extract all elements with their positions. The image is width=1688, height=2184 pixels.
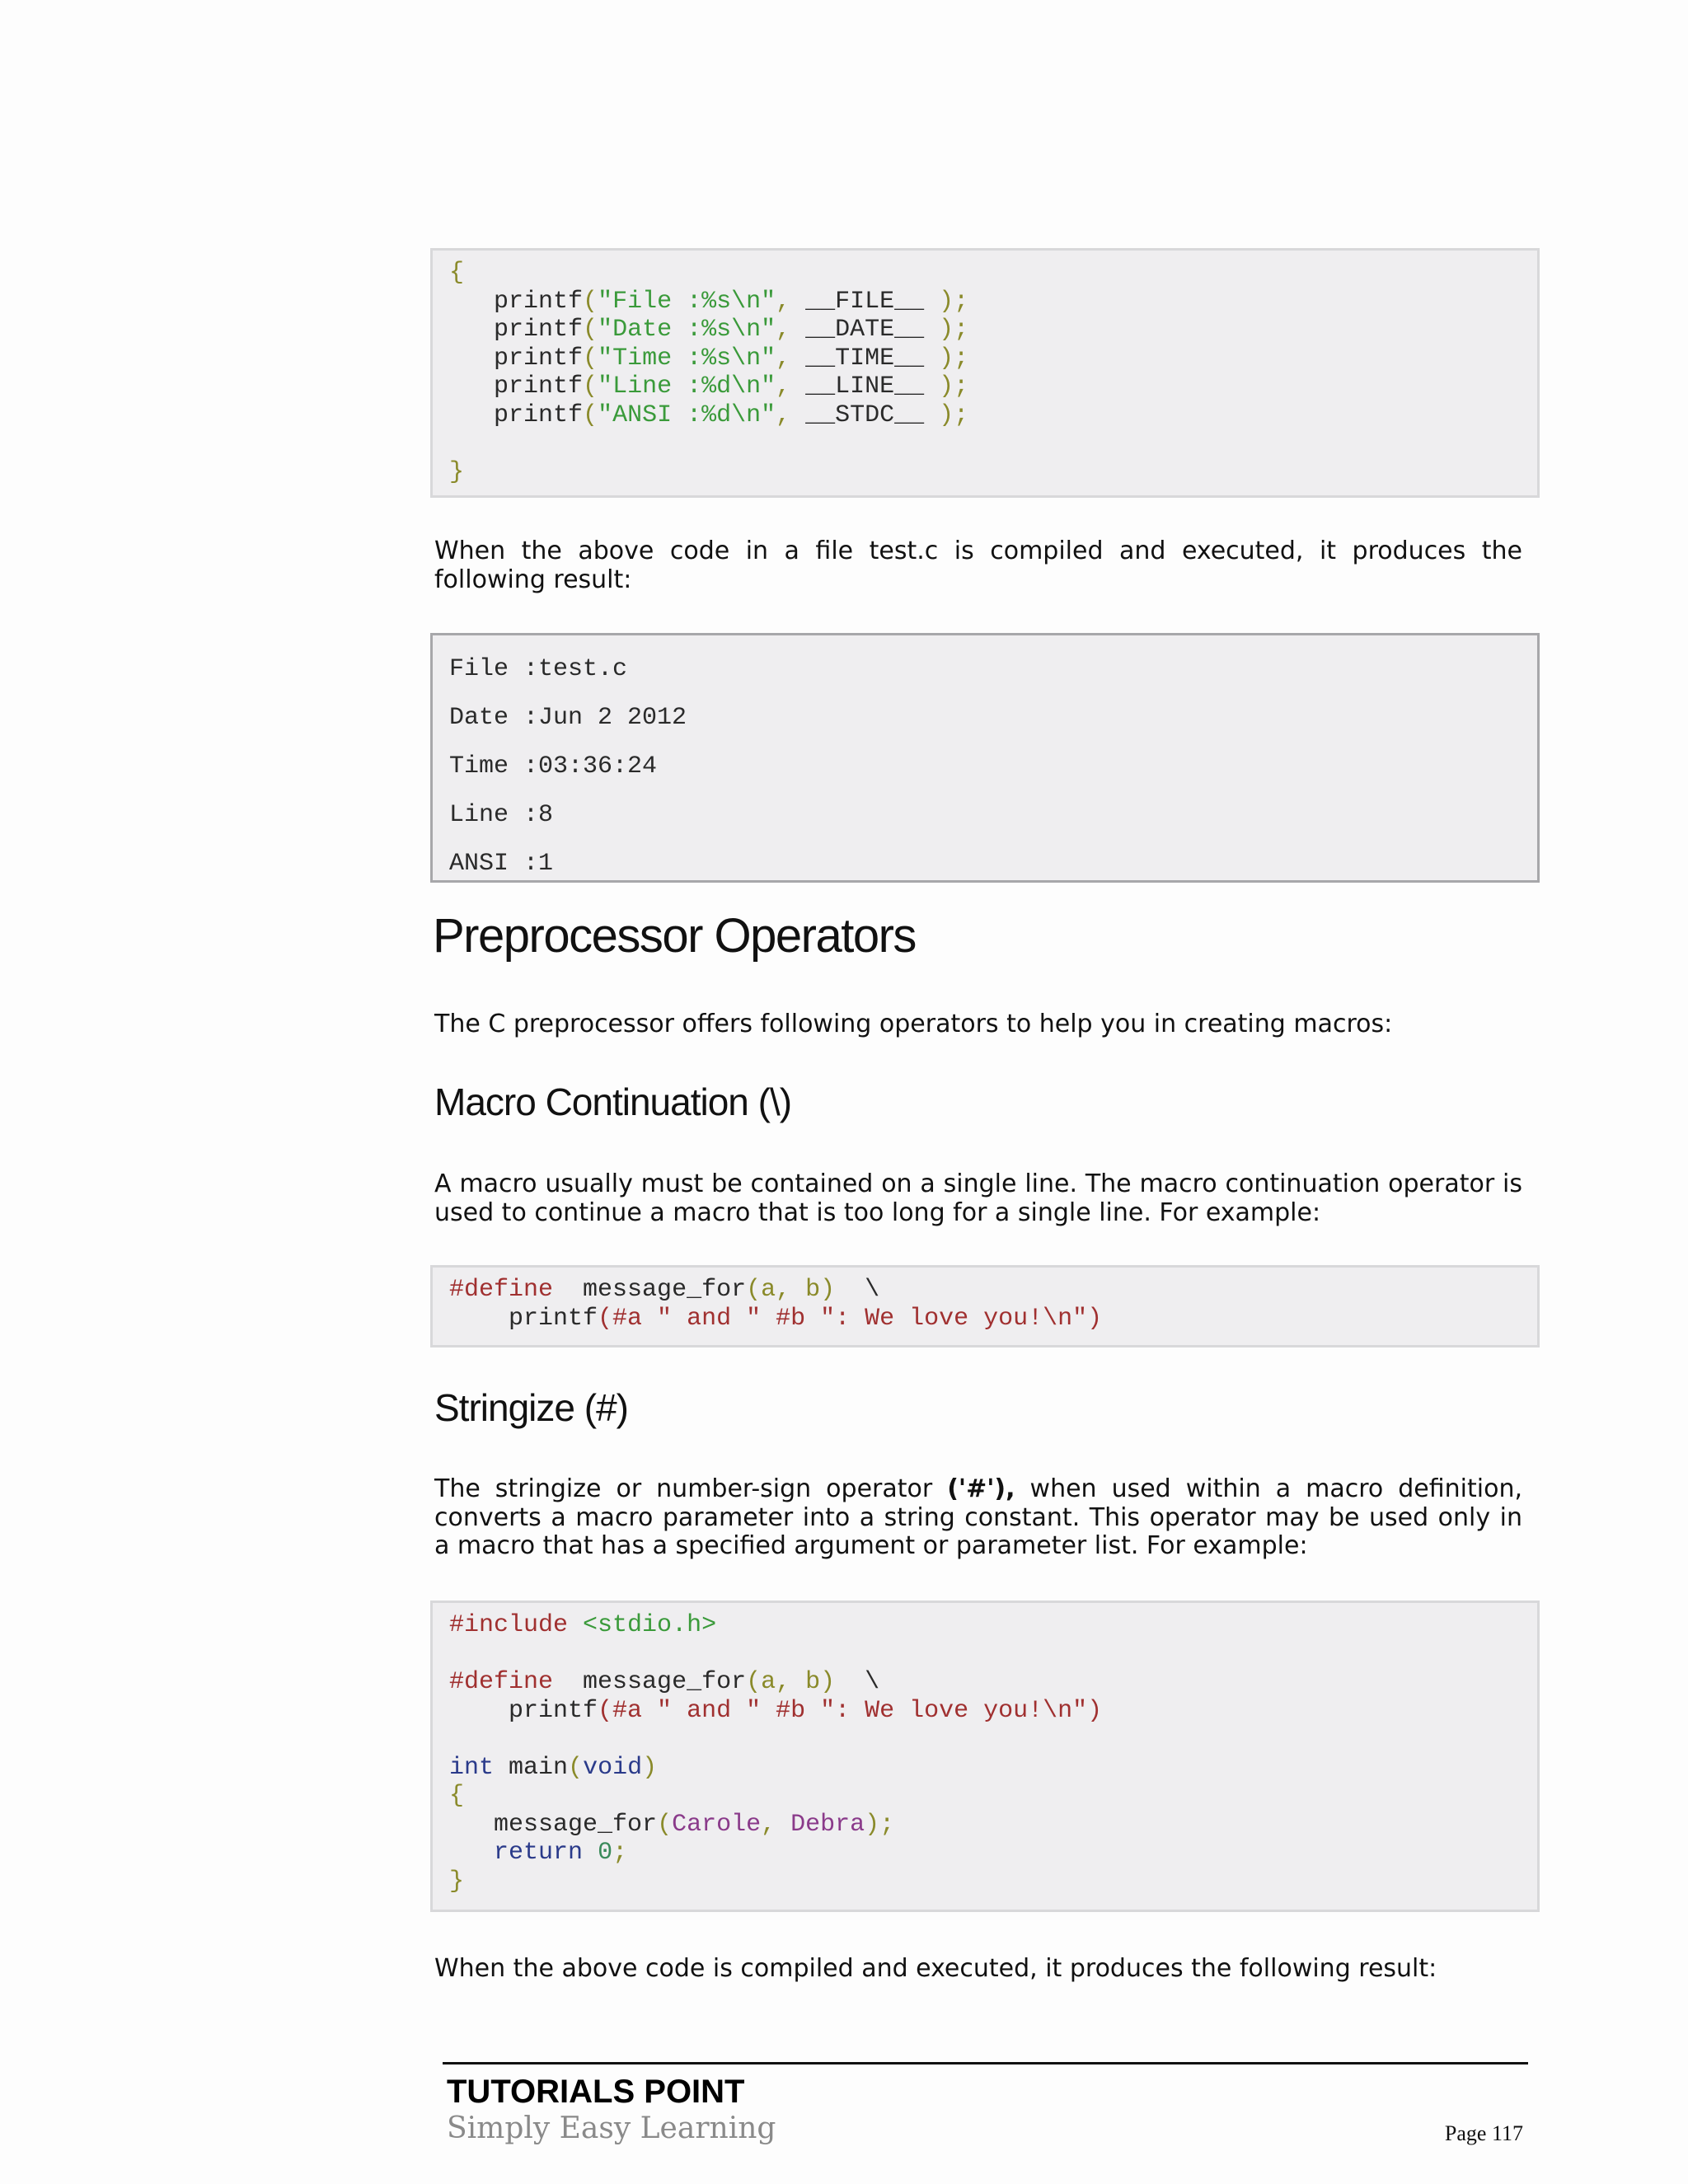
code-block-continuation: [430, 1265, 1540, 1347]
code-close-brace: }: [449, 457, 465, 486]
code-line: printf("Time :%s\n", __TIME__ );: [494, 344, 969, 373]
code-macro: __LINE__: [805, 373, 925, 401]
code-line: int main(void): [449, 1753, 658, 1782]
output-line: Line :8: [449, 801, 554, 829]
code-block-predefined-macros: [430, 248, 1540, 498]
code-block-stringize: [430, 1601, 1540, 1912]
code-line: return 0;: [494, 1839, 628, 1867]
code-preprocessor: #define: [449, 1668, 554, 1696]
footer-divider: [443, 2062, 1528, 2064]
footer-brand: TUTORIALS POINT: [447, 2074, 745, 2110]
code-macro-body: (#a " and " #b ": We love you!\n"): [598, 1304, 1103, 1333]
code-fn: printf: [494, 401, 584, 429]
code-line: printf("ANSI :%d\n", __STDC__ );: [494, 401, 969, 429]
code-open-brace: {: [449, 1782, 465, 1810]
code-macro: __STDC__: [805, 401, 925, 429]
code-string: "ANSI :%d\n": [598, 401, 776, 429]
code-string: "File :%s\n": [598, 287, 776, 316]
code-keyword: return: [494, 1839, 584, 1867]
code-line: printf("File :%s\n", __FILE__ );: [494, 287, 969, 316]
paragraph-operators-intro: The C preprocessor offers following operators to help you in creating macros:: [434, 1010, 1393, 1038]
code-keyword: int: [449, 1753, 495, 1782]
code-arg: Debra: [790, 1810, 865, 1839]
code-line: [449, 1697, 1537, 1726]
heading-macro-continuation: Macro Continuation (\): [434, 1080, 792, 1123]
code-preprocessor: #define: [449, 1276, 554, 1304]
code-line: [449, 1611, 1537, 1640]
code-fn: printf: [494, 373, 584, 401]
code-header: <stdio.h>: [583, 1611, 717, 1639]
code-string: "Date :%s\n": [598, 316, 776, 344]
code-continuation: \: [865, 1668, 880, 1696]
output-line: ANSI :1: [449, 850, 554, 878]
code-line: [449, 1276, 1537, 1305]
code-fn: printf: [509, 1304, 598, 1333]
code-macro-body: (#a " and " #b ": We love you!\n"): [598, 1696, 1103, 1725]
code-string: "Line :%d\n": [598, 373, 776, 401]
output-line: Date :Jun 2 2012: [449, 704, 687, 732]
code-macro-name: message_for: [583, 1276, 747, 1304]
output-block: [430, 633, 1540, 883]
paragraph-text: when used within a macro definition, converts a macro parameter into a string constant. This operator may be used only in a macro that has a specified argument or parameter list. For example:: [434, 1474, 1523, 1560]
paragraph-result-intro-2: When the above code is compiled and executed, it produces the following result:: [434, 1954, 1437, 1983]
code-string: "Time :%s\n": [598, 344, 776, 373]
code-line: printf("Line :%d\n", __LINE__ );: [494, 373, 969, 401]
code-line: printf("Date :%s\n", __DATE__ );: [494, 316, 969, 344]
code-number: 0: [598, 1839, 613, 1867]
heading-preprocessor-operators: Preprocessor Operators: [433, 909, 916, 963]
code-macro: __TIME__: [805, 344, 925, 373]
code-keyword: void: [583, 1753, 643, 1782]
code-line: [449, 1668, 1537, 1697]
code-fn: printf: [509, 1696, 598, 1725]
heading-stringize: Stringize (#): [434, 1386, 628, 1429]
code-fn: message_for: [494, 1810, 658, 1839]
footer-tagline: Simply Easy Learning: [447, 2111, 776, 2145]
code-args: (a, b): [746, 1668, 836, 1696]
code-arg: Carole: [672, 1810, 762, 1839]
page-number: Page 117: [1444, 2121, 1523, 2145]
code-fn: printf: [494, 287, 584, 316]
code-line: message_for(Carole, Debra);: [494, 1810, 895, 1839]
paragraph-text: The stringize or number-sign operator: [434, 1474, 948, 1503]
paragraph-stringize: [434, 1475, 1522, 1561]
code-close-brace: }: [449, 1867, 465, 1896]
code-fn: printf: [494, 344, 584, 373]
code-macro: __FILE__: [805, 287, 925, 316]
code-macro: __DATE__: [805, 316, 925, 344]
code-args: (a, b): [746, 1276, 836, 1304]
code-line: [449, 1305, 1537, 1333]
paragraph-bold-text: ('#'),: [947, 1474, 1015, 1503]
code-fn: main: [509, 1753, 569, 1782]
code-macro-name: message_for: [583, 1668, 747, 1696]
code-fn: printf: [494, 316, 584, 344]
paragraph-result-intro: When the above code in a file test.c is compiled and executed, it produces the following result:: [434, 537, 1522, 594]
code-open-brace: {: [449, 259, 465, 287]
code-continuation: \: [865, 1276, 880, 1304]
output-line: Time :03:36:24: [449, 752, 658, 780]
code-preprocessor: #include: [449, 1611, 569, 1639]
paragraph-continuation: A macro usually must be contained on a single line. The macro continuation operator is used to continue a macro that is too long for a single line. For example:: [434, 1169, 1522, 1227]
output-line: File :test.c: [449, 655, 628, 683]
